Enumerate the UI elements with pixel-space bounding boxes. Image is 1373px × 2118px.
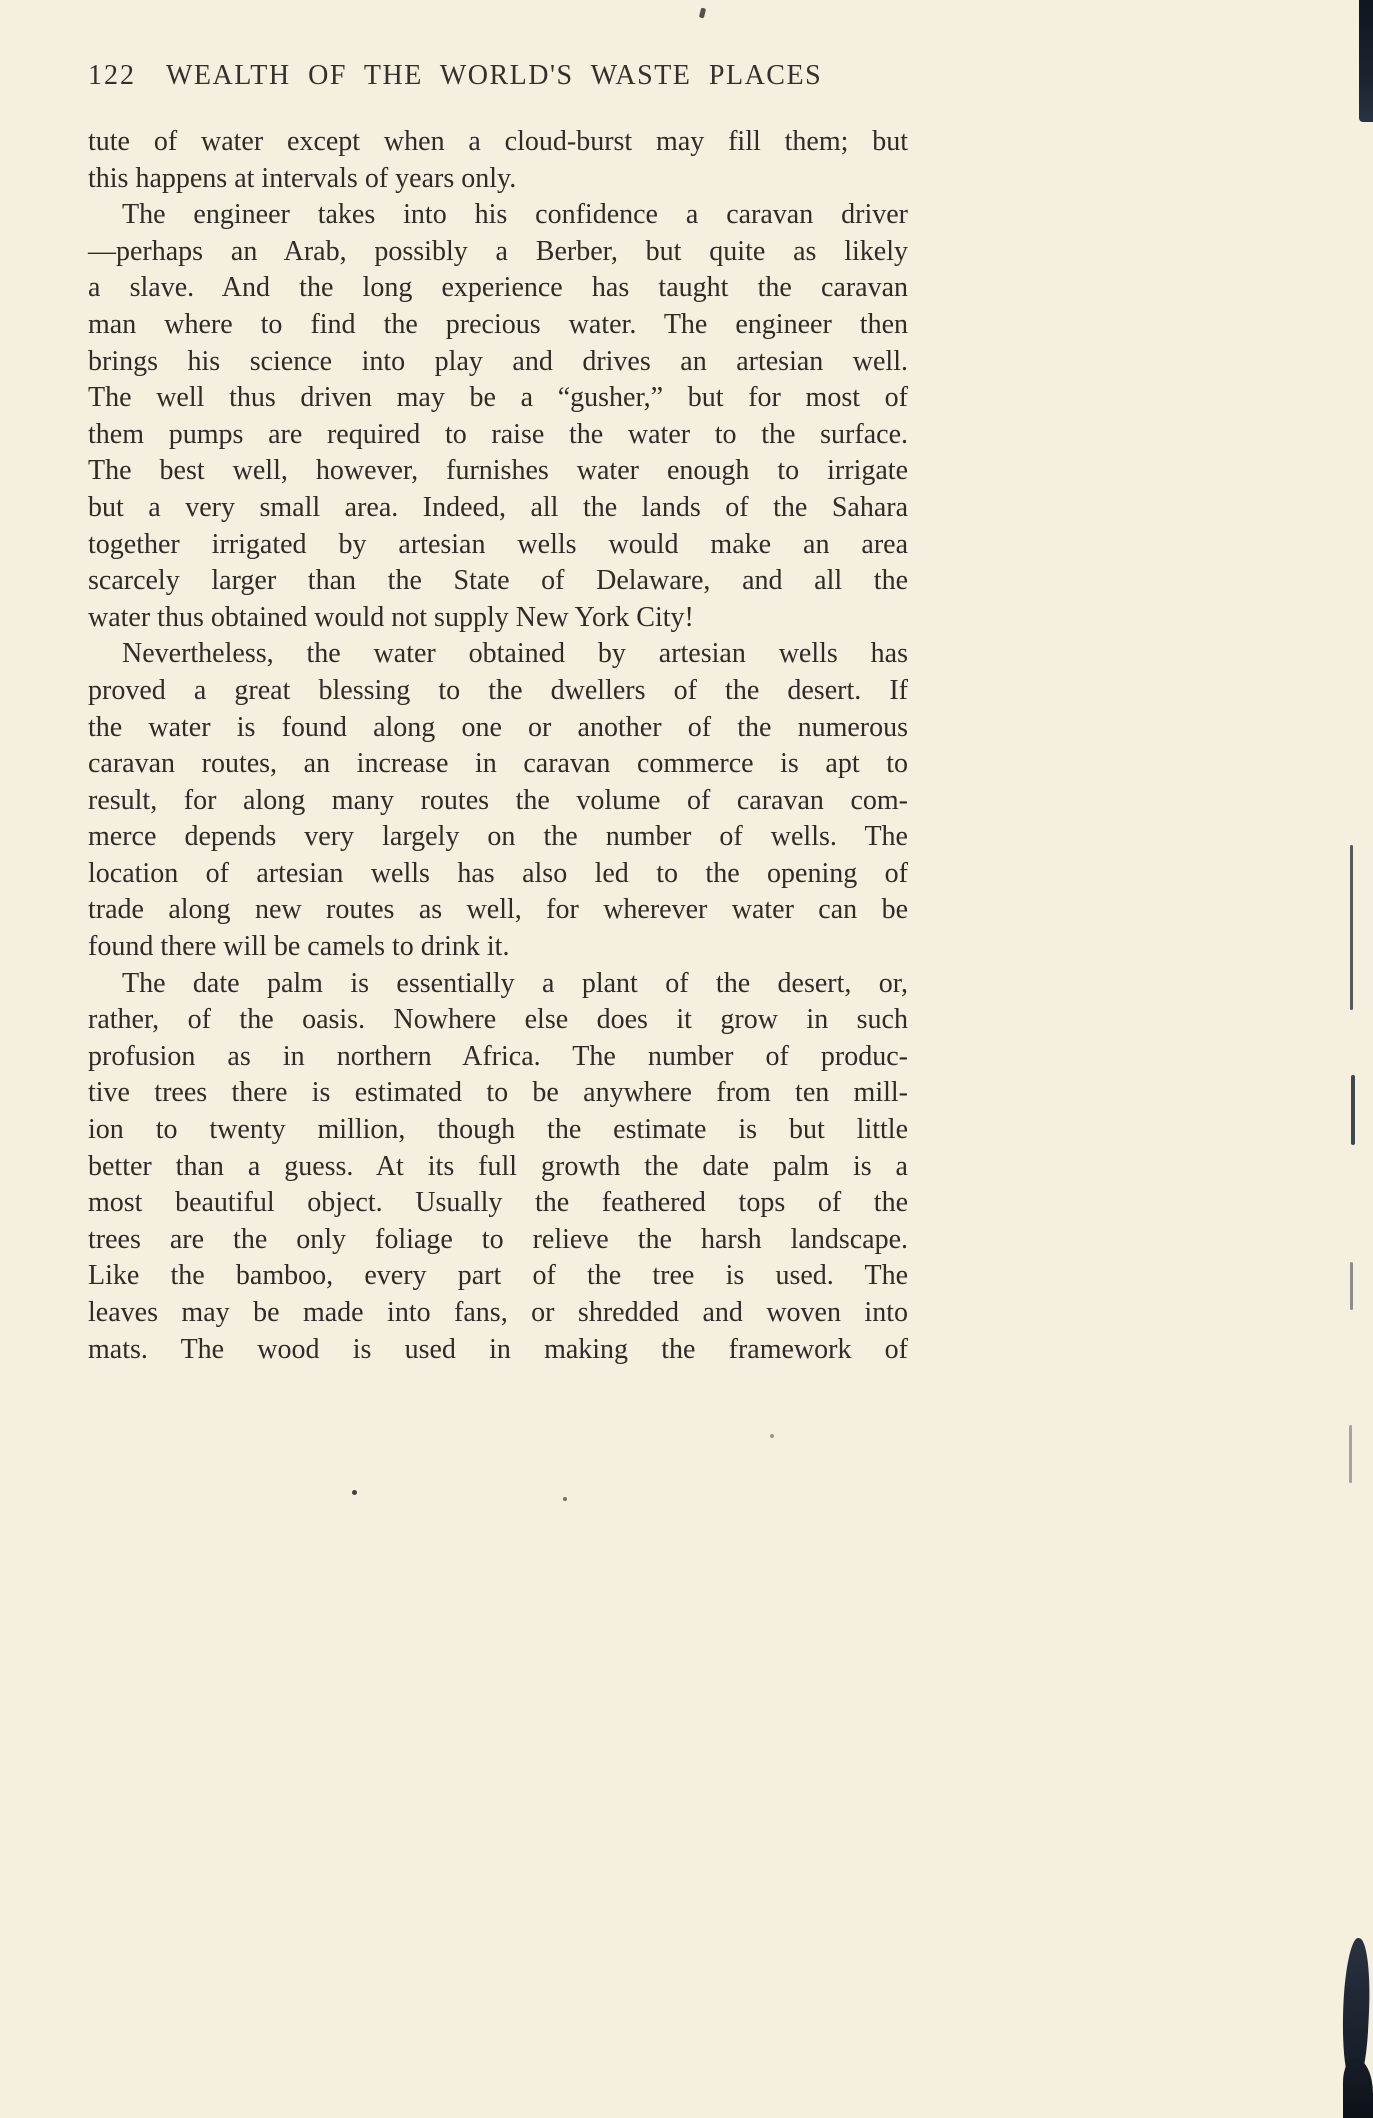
text-line: ion to twenty million, though the estimate is but little [88,1114,908,1146]
text-line: proved a great blessing to the dwellers of the desert. If [88,674,908,706]
scan-mark-top-center [699,8,706,19]
text-line: tive trees there is estimated to be anywhere from ten mill- [88,1077,908,1109]
text-line: them pumps are required to raise the water to the surface. [88,418,908,450]
text-line: profusion as in northern Africa. The number of produc- [88,1040,908,1072]
scan-edge-line-1 [1350,845,1353,1010]
scan-edge-line-4 [1349,1425,1352,1483]
text-line: The well thus driven may be a “gusher,” but for most of [88,382,908,414]
text-line: result, for along many routes the volume of caravan com- [88,784,908,816]
scan-edge-strip [1359,0,1373,122]
text-line: found there will be camels to drink it. [88,931,510,963]
text-line: a slave. And the long experience has taught the caravan [88,272,908,304]
text-line: rather, of the oasis. Nowhere else does it grow in such [88,1004,908,1036]
text-line: brings his science into play and drives an artesian well. [88,345,908,377]
text-line: The engineer takes into his confidence a caravan driver [122,199,908,231]
page-header-title: WEALTH OF THE WORLD'S WASTE PLACES [166,60,823,91]
scan-edge-line-3 [1350,1262,1353,1310]
scan-speck-1 [352,1490,357,1495]
text-line: caravan routes, an increase in caravan commerce is apt to [88,748,908,780]
text-line: location of artesian wells has also led to the opening of [88,857,908,889]
text-line: mats. The wood is used in making the framework of [88,1333,908,1365]
text-line: this happens at intervals of years only. [88,162,517,194]
scan-edge-line-2 [1351,1075,1355,1145]
text-line: scarcely larger than the State of Delaware, and all the [88,565,908,597]
text-line: Nevertheless, the water obtained by artesian wells has [122,638,908,670]
scan-speck-2 [563,1497,567,1501]
text-line: The date palm is essentially a plant of the desert, or, [122,967,908,999]
text-line: tute of water except when a cloud-burst may fill them; but [88,126,908,157]
text-line: trade along new routes as well, for wherever water can be [88,894,908,926]
text-line: the water is found along one or another of the numerous [88,711,908,743]
scan-speck-3 [770,1434,774,1438]
text-line: leaves may be made into fans, or shredded and woven into [88,1297,908,1328]
text-line: together irrigated by artesian wells would make an area [88,528,908,560]
text-line: but a very small area. Indeed, all the lands of the Sahara [88,491,908,523]
page-header [88,60,908,92]
text-line: merce depends very largely on the number of wells. The [88,821,908,853]
text-line: man where to find the precious water. The engineer then [88,308,908,340]
text-line: better than a guess. At its full growth the date palm is a [88,1150,908,1182]
text-line: most beautiful object. Usually the feathered tops of the [88,1187,908,1219]
page-body [88,124,908,1368]
text-line: Like the bamboo, every part of the tree is used. The [88,1260,908,1292]
page-number: 122 [88,60,136,91]
text-line: The best well, however, furnishes water enough to irrigate [88,455,908,487]
scan-ink-smudge-bottom [1343,2058,1373,2118]
book-page [88,60,908,1368]
text-line: —perhaps an Arab, possibly a Berber, but quite as likely [88,235,908,267]
text-line: water thus obtained would not supply New York City! [88,601,694,633]
text-line: trees are the only foliage to relieve the harsh landscape. [88,1223,908,1255]
